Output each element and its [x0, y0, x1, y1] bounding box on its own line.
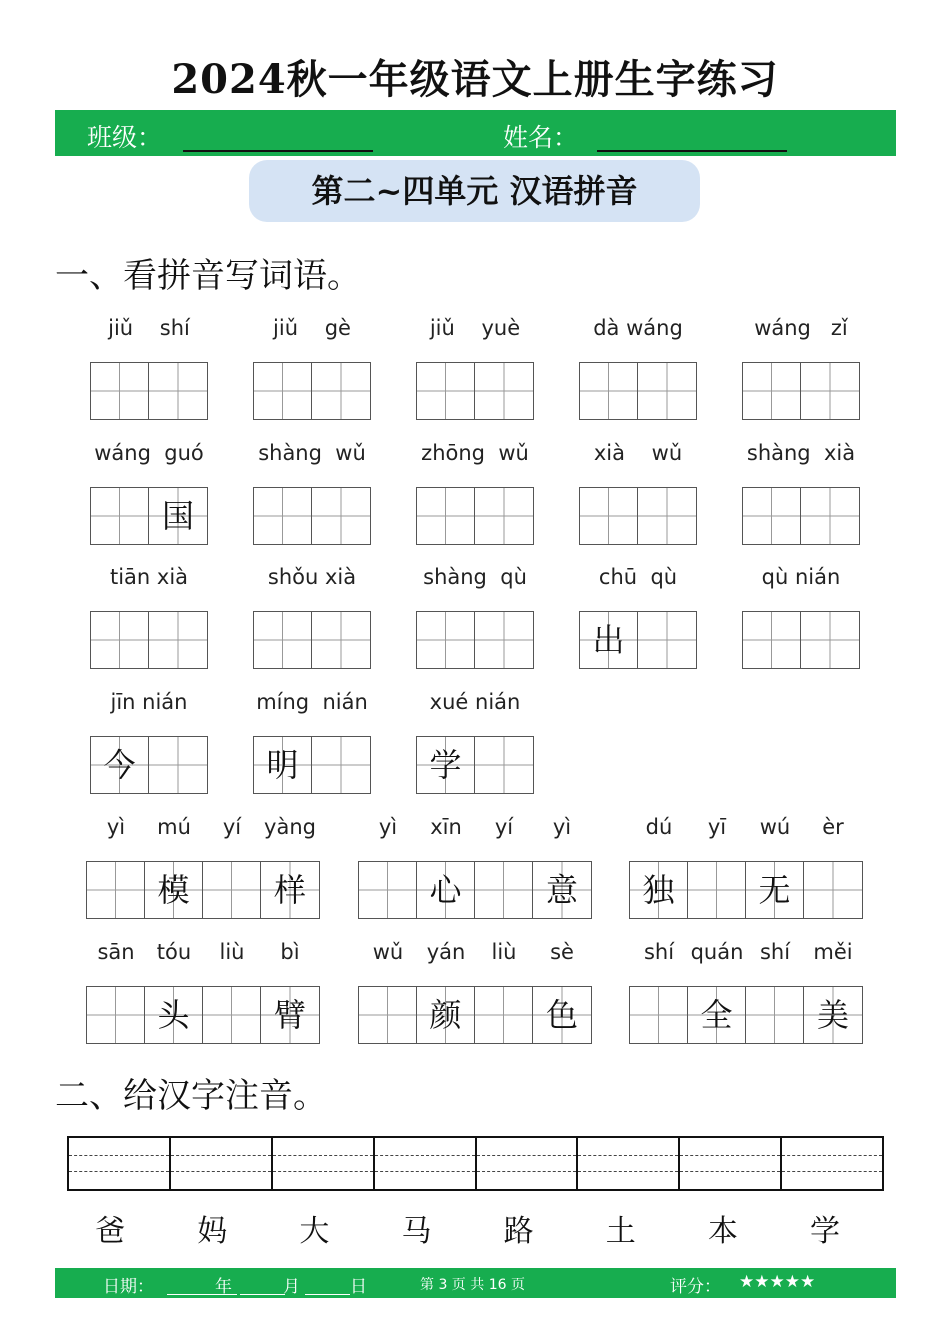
pinyin-label: míng nián — [256, 690, 368, 714]
tianzige-cell[interactable] — [638, 488, 696, 544]
pinyin-label: měi — [813, 940, 853, 964]
tianzige-cell[interactable] — [417, 488, 475, 544]
pinyin-label: liù — [491, 940, 517, 964]
section2-heading: 二、给汉字注音。 — [55, 1076, 327, 1116]
tianzige-grid — [90, 736, 208, 794]
pinyin-cell[interactable] — [375, 1138, 477, 1189]
tianzige-grid — [629, 986, 863, 1044]
pinyin-cell[interactable] — [680, 1138, 782, 1189]
tianzige-cell[interactable] — [801, 363, 859, 419]
tianzige-cell — [261, 987, 319, 1043]
tianzige-cell[interactable] — [91, 612, 149, 668]
pinyin-label: sè — [550, 940, 574, 964]
tianzige-grid — [90, 362, 208, 420]
pinyin-label: xué nián — [429, 690, 521, 714]
pinyin-label: mú — [157, 815, 191, 839]
tianzige-grid — [86, 861, 320, 919]
tianzige-cell — [533, 862, 591, 918]
pinyin-cell[interactable] — [477, 1138, 579, 1189]
given-character: 样 — [273, 871, 306, 909]
pinyin-label: chū qù — [598, 565, 678, 589]
tianzige-cell[interactable] — [688, 862, 746, 918]
given-character: 心 — [429, 871, 462, 909]
pinyin-label: wú — [759, 815, 791, 839]
character-to-annotate: 路 — [503, 1214, 534, 1249]
tianzige-cell[interactable] — [475, 862, 533, 918]
tianzige-cell[interactable] — [475, 363, 533, 419]
tianzige-cell[interactable] — [359, 862, 417, 918]
tianzige-grid — [90, 487, 208, 545]
name-blank[interactable] — [597, 150, 787, 152]
tianzige-cell[interactable] — [417, 612, 475, 668]
pinyin-label: shàng qù — [423, 565, 527, 589]
character-to-annotate: 学 — [809, 1214, 840, 1249]
pinyin-label: yī — [707, 815, 727, 839]
year-blank[interactable] — [167, 1294, 237, 1295]
pinyin-label: bì — [280, 940, 300, 964]
pinyin-label: jiǔ shí — [108, 316, 190, 340]
tianzige-cell[interactable] — [359, 987, 417, 1043]
tianzige-grid — [629, 861, 863, 919]
pinyin-label: shàng xià — [746, 441, 856, 465]
given-character: 出 — [592, 621, 625, 659]
pinyin-label: yì — [106, 815, 126, 839]
tianzige-cell — [145, 987, 203, 1043]
tianzige-cell[interactable] — [417, 363, 475, 419]
given-character: 国 — [161, 497, 194, 535]
given-character: 颜 — [429, 996, 462, 1034]
pinyin-label: tóu — [156, 940, 192, 964]
tianzige-cell — [746, 862, 804, 918]
tianzige-grid — [742, 487, 860, 545]
given-character: 全 — [700, 996, 733, 1034]
given-character: 无 — [758, 871, 791, 909]
tianzige-cell[interactable] — [801, 612, 859, 668]
pinyin-label: wáng guó — [94, 441, 204, 465]
page-title: 2024秋一年级语文上册生字练习 — [171, 56, 779, 103]
pinyin-label: yí — [222, 815, 242, 839]
tianzige-cell[interactable] — [254, 363, 312, 419]
pinyin-cell[interactable] — [69, 1138, 171, 1189]
given-character: 学 — [429, 746, 462, 784]
tianzige-cell[interactable] — [743, 612, 801, 668]
pinyin-cell[interactable] — [171, 1138, 273, 1189]
tianzige-cell[interactable] — [312, 488, 370, 544]
tianzige-grid — [358, 861, 592, 919]
character-to-annotate: 妈 — [197, 1214, 228, 1249]
tianzige-cell — [91, 737, 149, 793]
character-to-annotate: 大 — [299, 1214, 330, 1249]
tianzige-cell[interactable] — [203, 862, 261, 918]
tianzige-cell — [145, 862, 203, 918]
month-blank[interactable] — [240, 1294, 285, 1295]
pinyin-label: sān — [97, 940, 135, 964]
tianzige-cell[interactable] — [638, 612, 696, 668]
tianzige-cell[interactable] — [87, 862, 145, 918]
pinyin-label: dú — [645, 815, 673, 839]
tianzige-grid — [90, 611, 208, 669]
tianzige-cell[interactable] — [203, 987, 261, 1043]
score-label: 评分： — [670, 1277, 721, 1297]
tianzige-cell[interactable] — [149, 612, 207, 668]
tianzige-cell[interactable] — [91, 363, 149, 419]
pinyin-label: yàng — [264, 815, 316, 839]
given-character: 独 — [642, 871, 675, 909]
pinyin-cell[interactable] — [578, 1138, 680, 1189]
tianzige-cell[interactable] — [475, 488, 533, 544]
tianzige-cell[interactable] — [312, 737, 370, 793]
tianzige-cell — [261, 862, 319, 918]
tianzige-cell[interactable] — [475, 737, 533, 793]
pinyin-label: xià wǔ — [593, 441, 683, 465]
tianzige-cell[interactable] — [638, 363, 696, 419]
pinyin-label: dà wáng — [593, 316, 683, 340]
tianzige-cell[interactable] — [475, 612, 533, 668]
score-stars: ★★★★★ — [739, 1272, 816, 1292]
pinyin-label: jiǔ gè — [273, 316, 351, 340]
pinyin-label: yí — [494, 815, 514, 839]
tianzige-cell[interactable] — [580, 363, 638, 419]
tianzige-cell[interactable] — [475, 987, 533, 1043]
pinyin-label: yì — [378, 815, 398, 839]
day-label: 日 — [350, 1277, 367, 1297]
character-to-annotate: 马 — [401, 1214, 432, 1249]
given-character: 臂 — [273, 996, 306, 1034]
year-label: 年 — [215, 1277, 232, 1297]
pinyin-cell[interactable] — [273, 1138, 375, 1189]
pinyin-label: jīn nián — [110, 690, 188, 714]
tianzige-grid — [579, 611, 697, 669]
tianzige-grid — [416, 611, 534, 669]
tianzige-grid — [742, 362, 860, 420]
given-character: 美 — [816, 996, 849, 1034]
tianzige-cell[interactable] — [87, 987, 145, 1043]
pinyin-cell[interactable] — [782, 1138, 882, 1189]
character-to-annotate: 爸 — [95, 1214, 126, 1249]
tianzige-grid — [579, 487, 697, 545]
tianzige-cell[interactable] — [804, 862, 862, 918]
class-label: 班级： — [87, 123, 163, 152]
tianzige-cell[interactable] — [149, 363, 207, 419]
section1-heading: 一、看拼音写词语。 — [55, 256, 361, 296]
page-indicator: 第 3 页 共 16 页 — [420, 1277, 525, 1293]
unit-title: 第二~四单元 汉语拼音 — [249, 160, 700, 222]
tianzige-cell — [688, 987, 746, 1043]
tianzige-grid — [253, 611, 371, 669]
month-label: 月 — [283, 1277, 300, 1297]
pinyin-label: tiān xià — [109, 565, 189, 589]
pinyin-label: shí — [643, 940, 675, 964]
tianzige-cell[interactable] — [254, 488, 312, 544]
pinyin-label: liù — [219, 940, 245, 964]
tianzige-cell[interactable] — [149, 737, 207, 793]
tianzige-grid — [253, 487, 371, 545]
tianzige-grid — [253, 736, 371, 794]
tianzige-cell — [149, 488, 207, 544]
name-label: 姓名： — [503, 123, 579, 152]
pinyin-label: wáng zǐ — [754, 316, 848, 340]
pinyin-label: shàng wǔ — [258, 441, 366, 465]
tianzige-cell — [533, 987, 591, 1043]
pinyin-label: zhōng wǔ — [421, 441, 529, 465]
character-to-annotate: 本 — [707, 1214, 738, 1249]
pinyin-label: yì — [552, 815, 572, 839]
tianzige-cell[interactable] — [91, 488, 149, 544]
tianzige-cell[interactable] — [746, 987, 804, 1043]
pinyin-label: jiǔ yuè — [429, 316, 521, 340]
class-blank[interactable] — [183, 150, 373, 152]
tianzige-grid — [358, 986, 592, 1044]
date-label: 日期： — [103, 1277, 154, 1297]
tianzige-cell — [417, 737, 475, 793]
pinyin-label: èr — [822, 815, 844, 839]
given-character: 明 — [266, 746, 299, 784]
tianzige-cell — [580, 612, 638, 668]
pinyin-label: xīn — [430, 815, 462, 839]
tianzige-grid — [86, 986, 320, 1044]
pinyin-writing-table — [67, 1136, 884, 1191]
tianzige-cell[interactable] — [312, 363, 370, 419]
tianzige-cell[interactable] — [743, 488, 801, 544]
tianzige-cell — [254, 737, 312, 793]
tianzige-cell — [630, 862, 688, 918]
tianzige-grid — [416, 736, 534, 794]
tianzige-cell[interactable] — [743, 363, 801, 419]
tianzige-cell[interactable] — [630, 987, 688, 1043]
tianzige-cell — [417, 987, 475, 1043]
pinyin-label: shǒu xià — [267, 565, 357, 589]
given-character: 意 — [545, 871, 578, 909]
tianzige-cell[interactable] — [801, 488, 859, 544]
tianzige-grid — [579, 362, 697, 420]
given-character: 今 — [103, 746, 136, 784]
pinyin-label: qù nián — [761, 565, 841, 589]
tianzige-cell[interactable] — [254, 612, 312, 668]
tianzige-grid — [416, 487, 534, 545]
given-character: 色 — [545, 996, 578, 1034]
pinyin-label: quán — [690, 940, 744, 964]
day-blank[interactable] — [305, 1294, 350, 1295]
pinyin-label: shí — [759, 940, 791, 964]
tianzige-cell — [417, 862, 475, 918]
tianzige-cell — [804, 987, 862, 1043]
pinyin-label: wǔ — [372, 940, 404, 964]
given-character: 模 — [157, 871, 190, 909]
tianzige-grid — [416, 362, 534, 420]
pinyin-label: yán — [426, 940, 466, 964]
given-character: 头 — [157, 996, 190, 1034]
tianzige-grid — [742, 611, 860, 669]
tianzige-cell[interactable] — [312, 612, 370, 668]
character-to-annotate: 土 — [605, 1214, 636, 1249]
tianzige-grid — [253, 362, 371, 420]
tianzige-cell[interactable] — [580, 488, 638, 544]
